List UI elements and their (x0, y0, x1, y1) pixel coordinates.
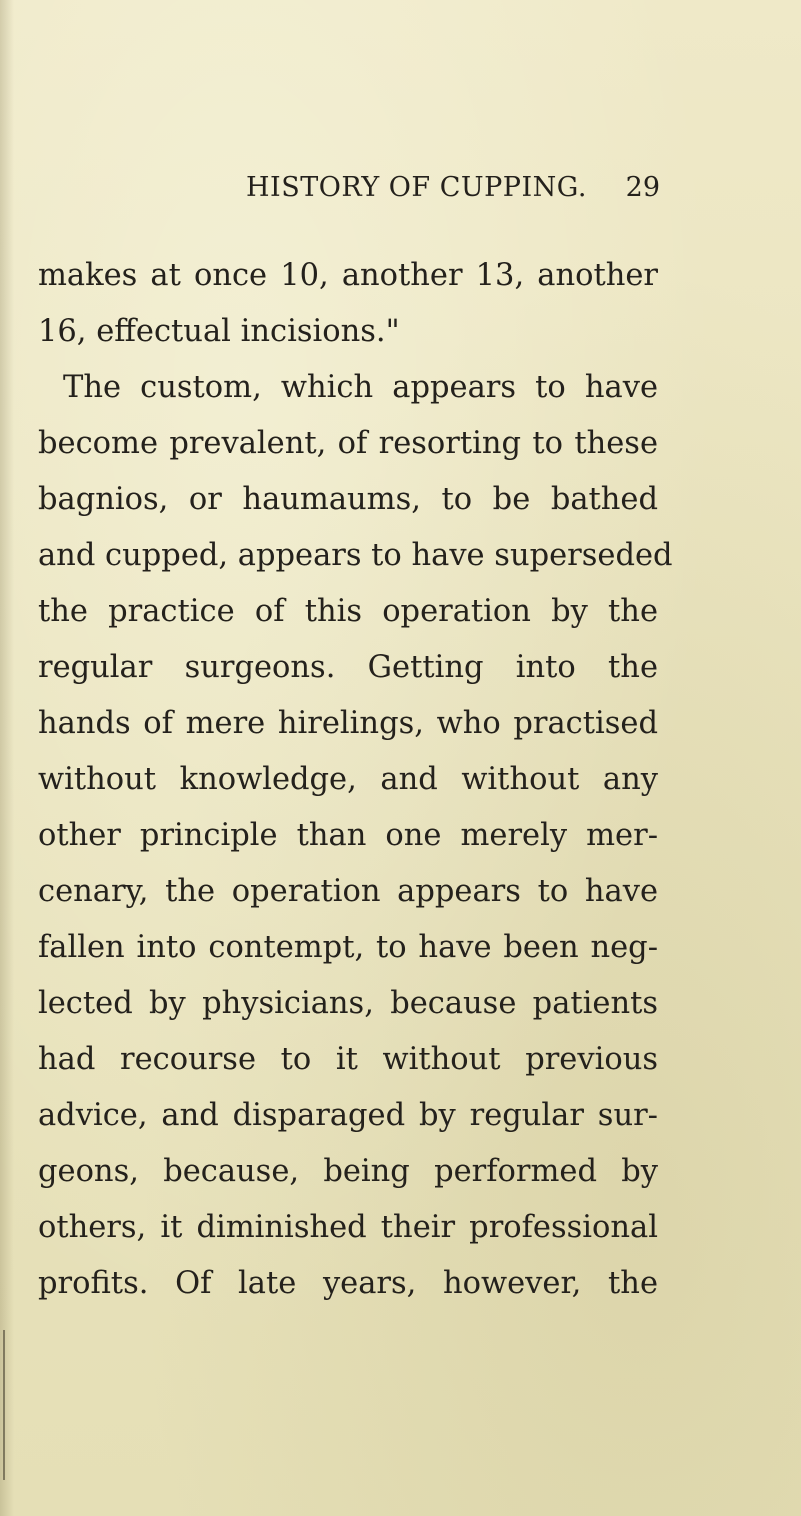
text-line: cenary, the operation appears to have (38, 874, 658, 909)
text-line: fallen into contempt, to have been neg- (38, 930, 658, 965)
running-head-title: HISTORY OF CUPPING. (246, 172, 587, 203)
text-line: without knowledge, and without any (38, 762, 658, 797)
text-line: the practice of this operation by the (38, 594, 658, 629)
page-number: 29 (625, 172, 660, 203)
text-line: become prevalent, of resorting to these (38, 426, 658, 461)
text-line: advice, and disparaged by regular sur- (38, 1098, 658, 1133)
text-line: others, it diminished their professional (38, 1210, 658, 1245)
text-line: bagnios, or haumaums, to be bathed (38, 482, 658, 517)
page-gutter-shadow (0, 0, 14, 1516)
text-line: hands of mere hirelings, who practised (38, 706, 658, 741)
text-line: The custom, which appears to have (63, 370, 658, 405)
text-line: profits. Of late years, however, the (38, 1266, 658, 1301)
text-line: regular surgeons. Getting into the (38, 650, 658, 685)
text-line: had recourse to it without previous (38, 1042, 658, 1077)
text-line: and cupped, appears to have superseded (38, 538, 673, 573)
text-line: 16, effectual incisions." (38, 314, 400, 349)
text-line: makes at once 10, another 13, another (38, 258, 658, 293)
page-edge-mark (3, 1330, 5, 1480)
text-line: geons, because, being performed by (38, 1154, 658, 1189)
text-line: other principle than one merely mer- (38, 818, 658, 853)
text-line: lected by physicians, because patients (38, 986, 658, 1021)
